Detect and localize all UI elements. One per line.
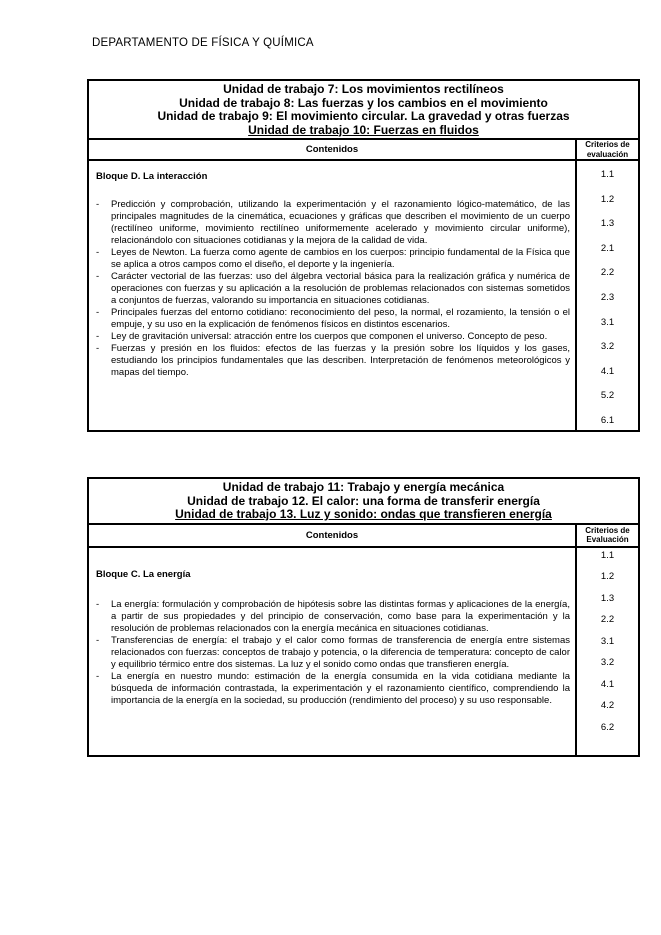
unit-title-9: Unidad de trabajo 9: El movimiento circular. La gravedad y otras fuerzas (157, 109, 570, 123)
bullet-text: Principales fuerzas del entorno cotidiano: reconocimiento del peso, la normal, el rozamiento, la tensión o el empuje, y su uso en la explicación de fenómenos físicos en distintos escenarios. (111, 307, 570, 330)
bullet-dash: - (96, 670, 100, 682)
bullet-dash: - (96, 271, 100, 282)
bullet-dash: - (96, 598, 100, 610)
criteria-value: 1.2 (600, 571, 615, 582)
bullet-text: La energía: formulación y comprobación de hipótesis sobre las distintas formas y aplicaciones de la energía, a partir de sus propiedades y del principio de conservación, como base para la experimentación y la resolución de problemas relacionados con la energía mecánica en situaciones cotidianas. (111, 598, 570, 634)
criteria-value: 3.1 (600, 316, 615, 328)
bullet-dash: - (96, 199, 100, 210)
unit-table-11-13 (87, 477, 640, 757)
unit-table-title-block (89, 81, 638, 140)
bullet-text: La energía en nuestro mundo: estimación de la energía consumida en la vida cotidiana mediante la búsqueda de información contrastada, la experimentación y el razonamiento científico, comprendiendo la importancia de la energía en la sociedad, su producción (rendimiento del proceso) y su uso responsable. (111, 670, 570, 706)
criteria-value: 6.2 (600, 721, 615, 733)
criteria-value: 1.2 (600, 193, 615, 205)
criteria-value: 4.2 (600, 700, 615, 711)
criteria-value: 3.2 (600, 657, 615, 668)
unit-title-11: Unidad de trabajo 11: Trabajo y energía mecánica (222, 480, 505, 494)
content-bullet (94, 635, 570, 671)
bullet-dash: - (96, 634, 100, 646)
bullet-text: Transferencias de energía: el trabajo y el calor como formas de transferencia de energía entre sistemas relacionados con fuerzas: conceptos de trabajo y potencia, o la diferencia de temperatura: concepto de calor y equilibrio térmico entre dos sistemas. La luz y el sonido como ondas que transfieren energía. (111, 634, 570, 670)
criteria-value: 1.1 (600, 549, 615, 561)
bullet-dash: - (96, 331, 100, 342)
contents-cell (89, 161, 575, 430)
content-bullet (94, 343, 570, 379)
table-header-row (89, 140, 638, 161)
criteria-column-header: Criterios de evaluación (575, 140, 638, 159)
unit-title-10: Unidad de trabajo 10: Fuerzas en fluidos (248, 122, 479, 137)
content-bullet (94, 331, 570, 343)
criteria-value: 4.1 (600, 365, 615, 377)
bullet-dash: - (96, 247, 100, 258)
criteria-value: 4.1 (600, 678, 615, 690)
bullet-text: Carácter vectorial de las fuerzas: uso del álgebra vectorial básica para la realización gráfica y numérica de operaciones con fuerzas y su aplicación a la resolución de problemas relacionados con sistemas sometidos a conjuntos de fuerzas, valorando su importancia en situaciones cotidianas. (111, 271, 570, 306)
table-header-row (89, 525, 638, 548)
department-header: DEPARTAMENTO DE FÍSICA Y QUÍMICA (92, 37, 314, 49)
table-body-row (89, 548, 638, 756)
criteria-value: 2.1 (600, 242, 615, 254)
content-bullet (94, 247, 570, 271)
content-bullet (94, 271, 570, 307)
criteria-value: 2.2 (600, 614, 615, 625)
criteria-column-header: Criterios de Evaluación (575, 525, 638, 546)
content-bullet (94, 671, 570, 707)
criteria-value: 1.1 (600, 169, 615, 180)
unit-title-12: Unidad de trabajo 12. El calor: una forma de transferir energía (187, 493, 540, 508)
bullet-text: Fuerzas y presión en los fluidos: efectos de las fuerzas y la presión sobre los líquidos y los gases, estudiando los principios fundamentales que las describen. Interpretación de fenómenos meteorológicos y mapas del tiempo. (111, 343, 570, 378)
bullet-text: Leyes de Newton. La fuerza como agente de cambios en los cuerpos: principio fundamental de la Física que se aplica a otros campos como el diseño, el deporte y la ingeniería. (111, 247, 570, 270)
block-title: Bloque D. La interacción (96, 171, 208, 182)
table-body-row (89, 161, 638, 430)
criteria-cell (575, 161, 638, 430)
contents-cell (89, 548, 575, 756)
criteria-value: 2.3 (600, 291, 615, 303)
content-bullet (94, 199, 570, 247)
criteria-value: 1.3 (600, 218, 615, 230)
unit-table-7-10 (87, 79, 640, 432)
criteria-cell (575, 548, 638, 756)
criteria-value: 6.1 (600, 414, 615, 426)
block-title: Bloque C. La energía (96, 568, 191, 580)
contents-column-header: Contenidos (305, 144, 359, 155)
bullet-dash: - (96, 343, 100, 354)
contents-column-header: Contenidos (305, 529, 359, 541)
criteria-value: 3.1 (600, 635, 615, 647)
unit-table-title-block (89, 479, 638, 525)
criteria-value: 1.3 (600, 592, 615, 604)
bullet-text: Ley de gravitación universal: atracción entre los cuerpos que componen el universo. Concepto de peso. (111, 331, 548, 342)
bullet-dash: - (96, 307, 100, 318)
criteria-value: 5.2 (600, 390, 615, 402)
content-bullet (94, 599, 570, 635)
unit-title-8: Unidad de trabajo 8: Las fuerzas y los cambios en el movimiento (179, 95, 548, 110)
content-bullet (94, 307, 570, 331)
unit-title-13: Unidad de trabajo 13. Luz y sonido: ondas que transfieren energía (175, 507, 552, 521)
bullet-text: Predicción y comprobación, utilizando la experimentación y el razonamiento lógico-matemático, de las principales magnitudes de la cinemática, ecuaciones y gráficas que describen el movimiento de un cuerpo (rectilíneo uniforme, movimiento rectilíneo uniformemente acelerado y movimiento circular uniforme), relacionándolo con situaciones cotidianas y la mejora de la calidad de vida. (111, 199, 570, 246)
unit-title-7: Unidad de trabajo 7: Los movimientos rectilíneos (223, 82, 504, 96)
criteria-value: 2.2 (600, 267, 615, 279)
criteria-value: 3.2 (600, 341, 615, 353)
